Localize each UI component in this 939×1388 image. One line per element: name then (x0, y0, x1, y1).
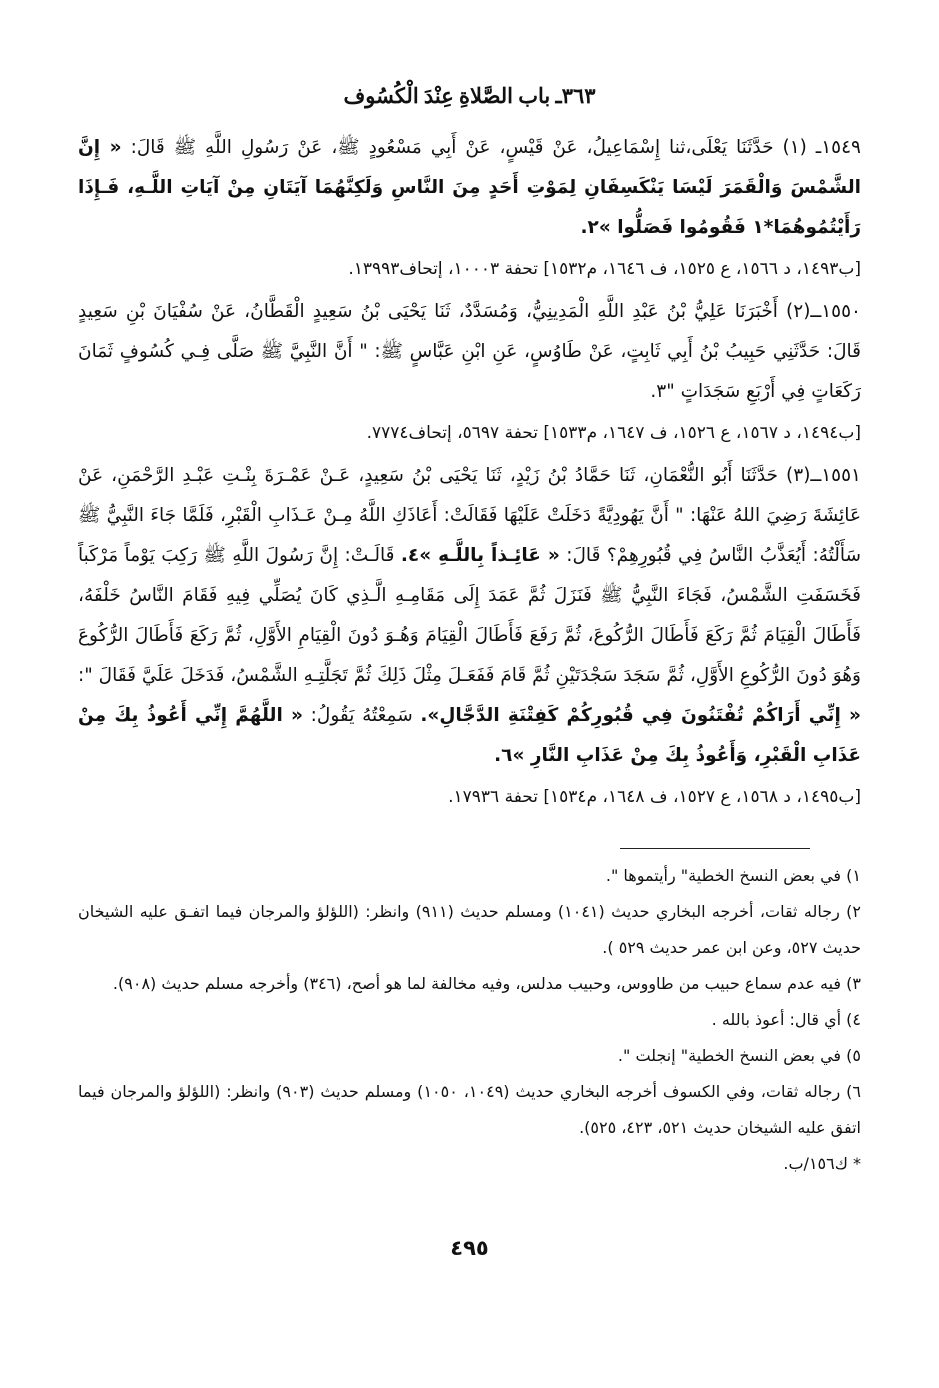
hadith-1551-references: [ب١٤٩٥، د ١٥٦٨، ع ١٥٢٧، ف ١٦٤٨، م١٥٣٤] تحفة ١٧٩٣٦. (448, 787, 861, 807)
hadith-narration-continued: قَالَـتْ: إِنَّ رَسُولَ اللَّهِ ﷺ رَكِبَ يَوْماً مَرْكَباً فَخَسَفَتِ الشَّمْسُ، فَجَاءَ النَّبِيُّ ﷺ فَنَزَلَ ثُمَّ عَمَدَ إِلَى مَقَامِـهِ الَّـذِي كَانَ يُصَلِّي فِيهِ فَقَامَ النَّاسُ خَلْفَهُ، فَأَطَالَ الْقِيَامَ ثُمَّ رَكَعَ فَأَطَالَ الرُّكُوعَ، ثُمَّ رَفَعَ فَأَطَالَ الْقِيَامَ وَهُـوَ دُونَ الْقِيَامِ الأَوَّلِ، ثُمَّ رَكَعَ فَأَطَالَ الرُّكُوعَ وَهُوَ دُونَ الرُّكُوعِ الأَوَّلِ، ثُمَّ سَجَدَ سَجْدَتَيْنِ ثُمَّ قَامَ فَفَعَـلَ مِثْلَ ذَلِكَ ثُمَّ تَجَلَّتِـهِ الشَّمْسُ، فَدَخَلَ عَلَيَّ فَقَالَ ": (78, 545, 861, 686)
hadith-1551 (78, 456, 861, 776)
footnote: ٤) أي قال: أعوذ بالله . (711, 1010, 861, 1029)
hadith-narration-continued: سَمِعْتُهُ يَقُولُ: (303, 705, 421, 726)
footnote: ٥) في بعض النسخ الخطية" إنجلت ". (617, 1046, 861, 1065)
hadith-matn: « اللَّهُمَّ إِنِّي أَعُوذُ بِكَ مِنْ عَذَابِ الْقَبْرِ، وَأَعُوذُ بِكَ مِنْ عَذَابِ النَّارِ »٦. (78, 705, 861, 766)
chapter-title: ٣٦٣ـ باب الصَّلاةِ عِنْدَ الْكُسُوف (343, 84, 596, 108)
footnotes (78, 858, 861, 1182)
footnote: ٦) رجاله ثقات، وفي الكسوف أخرجه البخاري حديث (١٠٤٩، ١٠٥٠) ومسلم حديث (٩٠٣) وانظر: (اللؤلؤ والمرجان فيما اتفق عليه الشيخان حديث ٥٢١، ٤٢٣، ٥٢٥). (78, 1082, 862, 1137)
footnote: ١) في بعض النسخ الخطية" رأيتموها ". (605, 866, 861, 885)
hadith-narration: ١٥٥٠ــ(٢) أَخْبَرَنَا عَلِيُّ بْنُ عَبْدِ اللَّهِ الْمَدِينِيُّ، وَمُسَدَّدٌ، ثَنَا يَحْيَى بْنُ سَعِيدٍ الْقَطَّانُ، عَنْ سُفْيَانَ بْنِ سَعِيدٍ قَالَ: حَدَّثَنِي حَبِيبُ بْنُ أَبِي ثَابِتٍ، عَنْ طَاوُسٍ، عَنِ ابْنِ عَبَّاسٍ ﷺ: " أَنَّ النَّبِيَّ ﷺ صَلَّى فِـي كُسُوفٍ ثَمَانَ رَكَعَاتٍ فِي أَرْبَعِ سَجَدَاتٍ "٣. (78, 301, 861, 402)
hadith-1549 (78, 128, 861, 248)
hadith-matn: « إِنِّي أَرَاكُمْ تُفْتَنُونَ فِي قُبُورِكُمْ كَفِتْنَةِ الدَّجَّالِ». (420, 705, 861, 726)
footnote: ٣) فيه عدم سماع حبيب من طاووس، وحبيب مدلس، وفيه مخالفة لما هو أصح، (٣٤٦) وأخرجه مسلم حديث (٩٠٨). (112, 974, 861, 993)
hadith-1550-references: [ب١٤٩٤، د ١٥٦٧، ع ١٥٢٦، ف ١٦٤٧، م١٥٣٣] تحفة ٥٦٩٧، إتحاف٧٧٧٤. (366, 423, 861, 443)
footnote: * ك١٥٦/ب. (783, 1154, 861, 1173)
page-number: ٤٩٥ (450, 1236, 489, 1260)
hadith-1549-references: [ب١٤٩٣، د ١٥٦٦، ع ١٥٢٥، ف ١٦٤٦، م١٥٣٢] تحفة ١٠٠٠٣، إتحاف١٣٩٩٣. (348, 259, 861, 279)
hadith-1550 (78, 292, 861, 412)
hadith-matn: « إِنَّ الشَّمْسَ وَالْقَمَرَ لَيْسَا يَنْكَسِفَانِ لِمَوْتِ أَحَدٍ مِنَ النَّاسِ وَلَكِنَّهُمَا آيَتَانِ مِنْ آيَاتِ اللَّـهِ، فَـإِذَا رَأَيْتُمُوهُمَا*١ فَقُومُوا فَصَلُّوا »٢. (78, 137, 861, 238)
hadith-narration: ١٥٥١ــ(٣) حَدَّثَنَا أَبُو النُّعْمَانِ، ثَنَا حَمَّادُ بْنُ زَيْدٍ، ثَنَا يَحْيَى بْنُ سَعِيدٍ، عَـنْ عَمْـرَةَ بِنْـتِ عَبْـدِ الرَّحْمَنِ، عَنْ عَائِشَةَ رَضِيَ اللهُ عَنْهَا: " أَنَّ يَهُودِيَّةً دَخَلَتْ عَلَيْهَا فَقَالَتْ: أَعَاذَكِ اللَّهُ مِـنْ عَـذَابِ الْقَبْرِ، فَلَمَّا جَاءَ النَّبِيُّ ﷺ سَأَلْتُهُ: أَيُعَذَّبُ النَّاسُ فِي قُبُورِهِمْ؟ قَالَ: (78, 465, 861, 566)
footnote-divider (620, 848, 810, 849)
footnote: ٢) رجاله ثقات، أخرجه البخاري حديث (١٠٤١) ومسلم حديث (٩١١) وانظر: (اللؤلؤ والمرجان فيما اتفـق عليه الشيخان حديث ٥٢٧، وعن ابن عمر حديث ٥٢٩ ). (78, 902, 861, 957)
main-text (78, 128, 861, 820)
hadith-narration: ١٥٤٩ـ (١) حَدَّثَنَا يَعْلَى،ثنا إِسْمَاعِيلُ، عَنْ قَيْسٍ، عَنْ أَبِي مَسْعُودٍ ﷺ، عَنْ رَسُولِ اللَّهِ ﷺ قَالَ: (121, 137, 861, 158)
hadith-matn: « عَائِـذاً بِاللَّـهِ »٤. (400, 545, 560, 566)
